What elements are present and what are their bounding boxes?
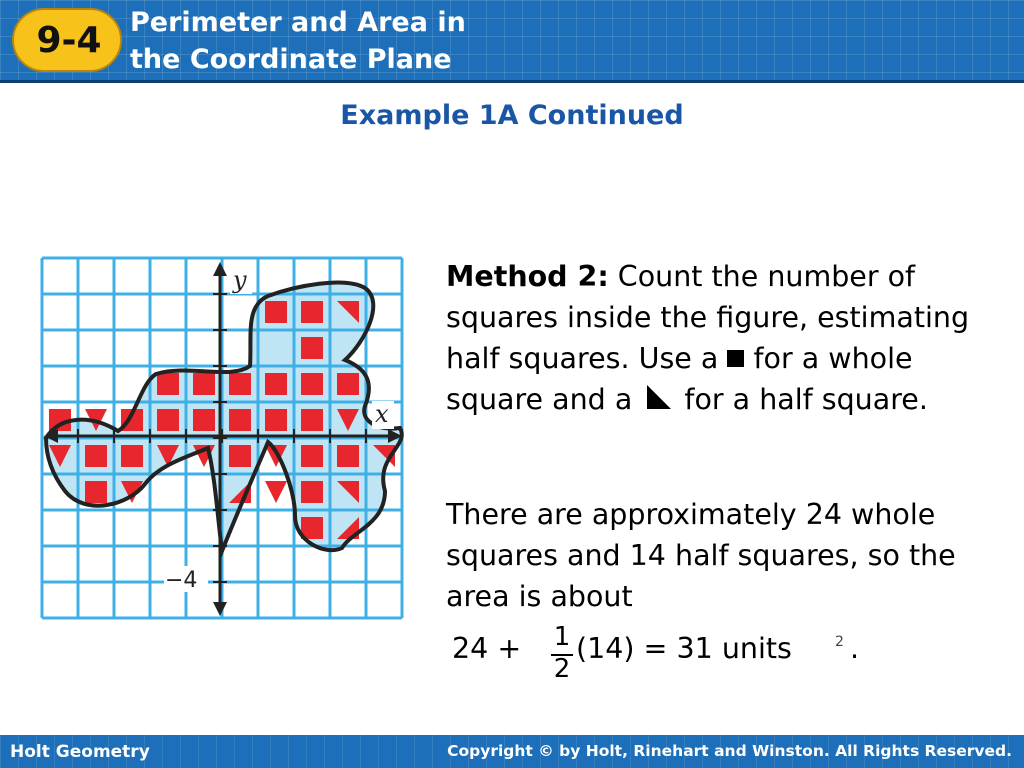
whole-square-mark: [85, 481, 107, 503]
fraction-one-half: [550, 622, 574, 688]
whole-square-mark: [301, 301, 323, 323]
area-equation: [452, 624, 892, 688]
coordinate-graph: [40, 256, 406, 620]
method-label: Method 2:: [446, 260, 609, 293]
lesson-title-line2: the Coordinate Plane: [130, 44, 452, 75]
method-paragraph: [446, 256, 1006, 420]
fraction-denominator: 2: [553, 654, 571, 684]
method-text-3: for a half square.: [675, 383, 928, 416]
example-heading: Example 1A Continued: [340, 100, 684, 131]
whole-square-mark: [265, 409, 287, 431]
whole-square-mark: [157, 373, 179, 395]
whole-square-mark: [157, 409, 179, 431]
equation-exponent: 2: [835, 634, 844, 650]
whole-square-mark: [301, 409, 323, 431]
lesson-title: [130, 4, 650, 78]
tick-label-minus-4: −4: [165, 568, 198, 593]
conclusion-paragraph: There are approximately 24 whole squares and 14 half squares, so the area is about: [446, 498, 956, 613]
footer-copyright: Copyright © by Holt, Rinehart and Winston. All Rights Reserved.: [447, 742, 1012, 760]
method-text-2: for a whole square and a: [446, 342, 913, 416]
whole-square-mark: [193, 373, 215, 395]
whole-square-mark: [85, 445, 107, 467]
whole-square-mark: [265, 301, 287, 323]
whole-square-mark: [121, 445, 143, 467]
whole-square-mark: [301, 445, 323, 467]
footer-book-title: Holt Geometry: [10, 742, 150, 762]
y-axis-label: y: [233, 266, 247, 294]
lesson-title-line1: Perimeter and Area in: [130, 7, 466, 38]
fraction-numerator: 1: [553, 622, 571, 652]
whole-square-icon: [727, 350, 744, 367]
footer-bar: [0, 735, 1024, 768]
whole-square-mark: [193, 409, 215, 431]
whole-square-mark: [229, 409, 251, 431]
half-square-icon: [641, 383, 675, 411]
x-axis-label: x: [375, 400, 389, 428]
method-text-1: Count the number of squares inside the figure, estimating half squares. Use a: [446, 260, 970, 375]
whole-square-mark: [301, 373, 323, 395]
whole-square-mark: [337, 373, 359, 395]
equation-suffix: (14) = 31 units: [576, 632, 792, 665]
whole-square-mark: [229, 373, 251, 395]
equation-prefix: 24 +: [452, 632, 522, 665]
lesson-number: 9-4: [36, 20, 102, 61]
whole-square-mark: [229, 445, 251, 467]
whole-square-mark: [265, 373, 287, 395]
whole-square-mark: [301, 481, 323, 503]
lesson-badge: [12, 8, 122, 72]
whole-square-mark: [337, 445, 359, 467]
equation-period: .: [850, 632, 860, 665]
title-bar-rule: [0, 80, 1024, 83]
